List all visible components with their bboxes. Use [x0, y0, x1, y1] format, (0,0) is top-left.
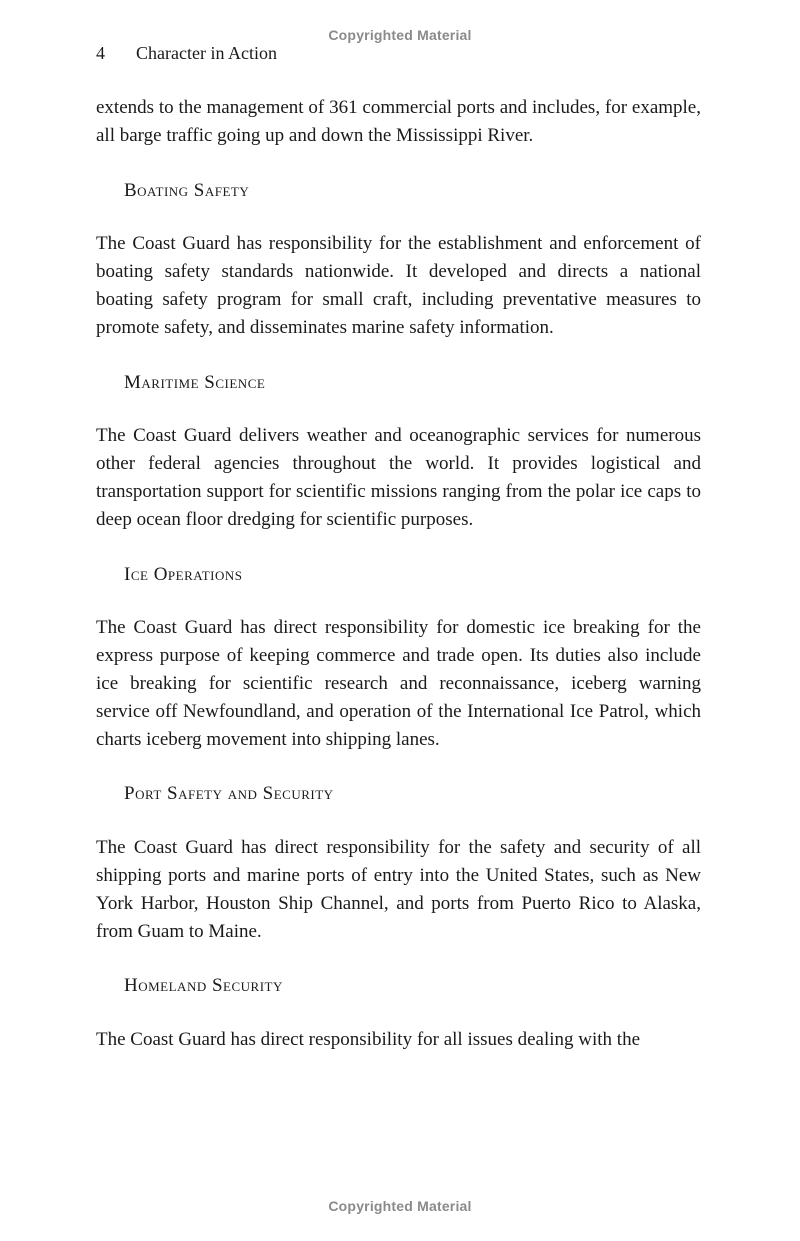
intro-paragraph: extends to the management of 361 commercial ports and includes, for example, all barge traffic going up and down the Mississippi River. — [96, 97, 701, 146]
section-heading-maritime-science: Maritime Science — [124, 371, 266, 393]
section-body-port-safety: The Coast Guard has direct responsibility for the safety and security of all shipping ports and marine ports of entry into the United States, such as New York Harbor, Houston Ship Channel, and ports from Puerto Rico to Alaska, from Guam to Maine. — [96, 837, 701, 942]
section-heading-port-safety: Port Safety and Security — [124, 783, 334, 805]
section-body-boating-safety: The Coast Guard has responsibility for the establishment and enforcement of boating safety standards nationwide. It developed and directs a national boating safety program for small craft, including preventative measures to promote safety, and disseminates marine safety information. — [96, 233, 701, 338]
section-heading-homeland-security: Homeland Security — [124, 975, 283, 997]
section-body-maritime-science: The Coast Guard delivers weather and oceanographic services for numerous other federal agencies throughout the world. It provides logistical and transportation support for scientific missions ranging from the polar ice caps to deep ocean floor dredging for scientific purposes. — [96, 425, 701, 530]
page-body — [96, 94, 701, 1054]
running-head-title: Character in Action — [136, 43, 277, 63]
copyright-watermark-top: Copyrighted Material — [328, 27, 472, 43]
copyright-watermark-bottom: Copyrighted Material — [328, 1198, 472, 1214]
section-heading-ice-operations: Ice Operations — [124, 563, 243, 585]
page-number: 4 — [96, 43, 105, 63]
running-head — [96, 43, 277, 64]
section-body-homeland-security: The Coast Guard has direct responsibility for all issues dealing with the — [96, 1029, 641, 1051]
section-body-ice-operations: The Coast Guard has direct responsibility for domestic ice breaking for the express purpose of keeping commerce and trade open. Its duties also include ice breaking for scientific research and reconnaissance, iceberg warning service off Newfoundland, and operation of the International Ice Patrol, which charts iceberg movement into shipping lanes. — [96, 617, 701, 750]
section-heading-boating-safety: Boating Safety — [124, 179, 250, 201]
